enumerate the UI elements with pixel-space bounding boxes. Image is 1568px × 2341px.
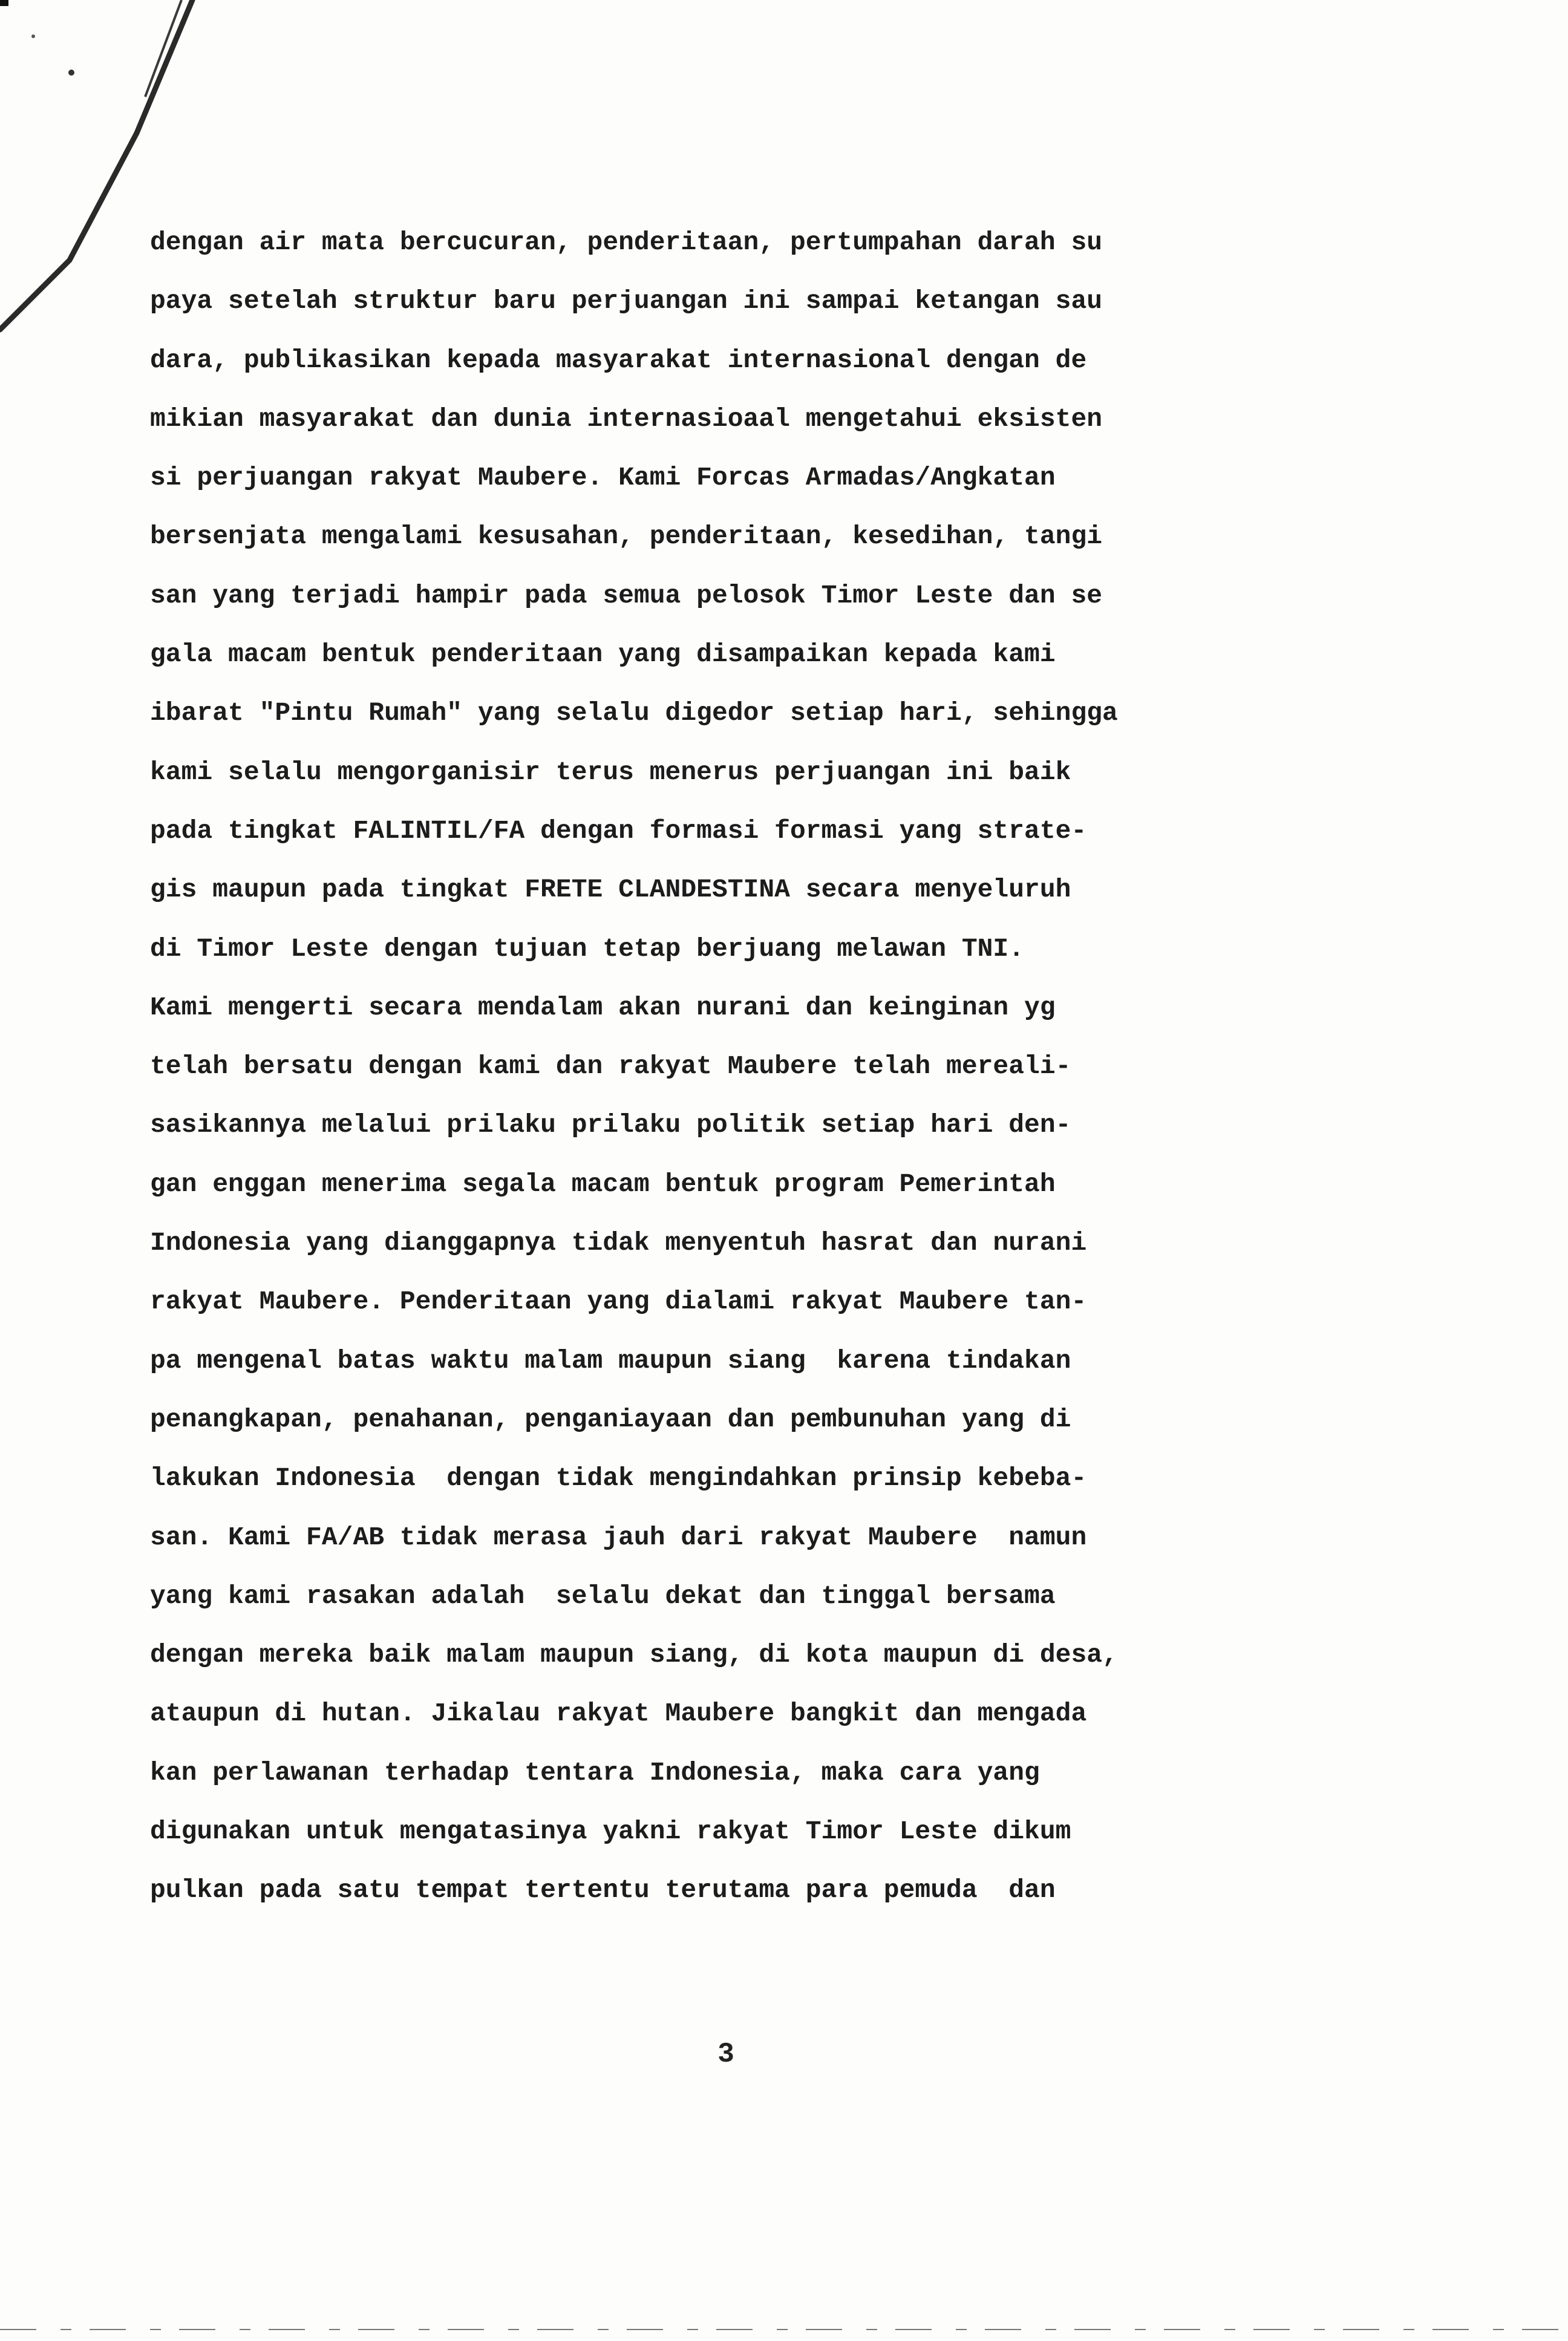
text-line: pulkan pada satu tempat tertentu terutama para pemuda dan: [150, 1875, 1056, 1905]
text-line: Kami mengerti secara mendalam akan nurani dan keinginan yg: [150, 992, 1056, 1022]
text-line: Indonesia yang dianggapnya tidak menyentuh hasrat dan nurani: [150, 1228, 1087, 1258]
text-line: sasikannya melalui prilaku prilaku politik setiap hari den-: [150, 1110, 1071, 1140]
text-line: paya setelah struktur baru perjuangan ini sampai ketangan sau: [150, 286, 1103, 316]
text-line: gala macam bentuk penderitaan yang disampaikan kepada kami: [150, 639, 1056, 670]
text-line: kan perlawanan terhadap tentara Indonesia, maka cara yang: [150, 1757, 1040, 1788]
text-line: rakyat Maubere. Penderitaan yang dialami rakyat Maubere tan-: [150, 1287, 1087, 1317]
text-line: si perjuangan rakyat Maubere. Kami Forcas Armadas/Angkatan: [150, 463, 1056, 493]
text-line: kami selalu mengorganisir terus menerus perjuangan ini baik: [150, 757, 1071, 787]
text-line: ibarat "Pintu Rumah" yang selalu digedor setiap hari, sehingga: [150, 698, 1118, 728]
text-line: gan enggan menerima segala macam bentuk program Pemerintah: [150, 1169, 1056, 1199]
text-line: penangkapan, penahanan, penganiayaan dan pembunuhan yang di: [150, 1404, 1071, 1434]
text-line: bersenjata mengalami kesusahan, penderitaan, kesedihan, tangi: [150, 521, 1103, 552]
bottom-edge-marks: [0, 2326, 1568, 2334]
text-line: lakukan Indonesia dengan tidak mengindahkan prinsip kebeba-: [150, 1463, 1087, 1494]
text-line: san. Kami FA/AB tidak merasa jauh dari rakyat Maubere namun: [150, 1522, 1087, 1552]
text-line: ataupun di hutan. Jikalau rakyat Maubere bangkit dan mengada: [150, 1699, 1087, 1729]
text-line: dengan mereka baik malam maupun siang, di kota maupun di desa,: [150, 1640, 1118, 1670]
text-line: pada tingkat FALINTIL/FA dengan formasi formasi yang strate-: [150, 815, 1087, 846]
text-line: dengan air mata bercucuran, penderitaan, pertumpahan darah su: [150, 227, 1103, 257]
text-line: gis maupun pada tingkat FRETE CLANDESTINA secara menyeluruh: [150, 875, 1071, 905]
text-line: san yang terjadi hampir pada semua pelosok Timor Leste dan se: [150, 580, 1103, 610]
text-line: yang kami rasakan adalah selalu dekat dan tinggal bersama: [150, 1581, 1056, 1611]
text-line: di Timor Leste dengan tujuan tetap berjuang melawan TNI.: [150, 933, 1025, 964]
page-number: 3: [717, 2039, 734, 2070]
text-line: pa mengenal batas waktu malam maupun siang karena tindakan: [150, 1345, 1071, 1376]
text-line: mikian masyarakat dan dunia internasioaal mengetahui eksisten: [150, 403, 1103, 434]
text-line: telah bersatu dengan kami dan rakyat Maubere telah mereali-: [150, 1051, 1071, 1082]
text-line: dara, publikasikan kepada masyarakat internasional dengan de: [150, 345, 1087, 375]
body-text: [150, 213, 1336, 1920]
text-line: digunakan untuk mengatasinya yakni rakyat Timor Leste dikum: [150, 1817, 1071, 1847]
